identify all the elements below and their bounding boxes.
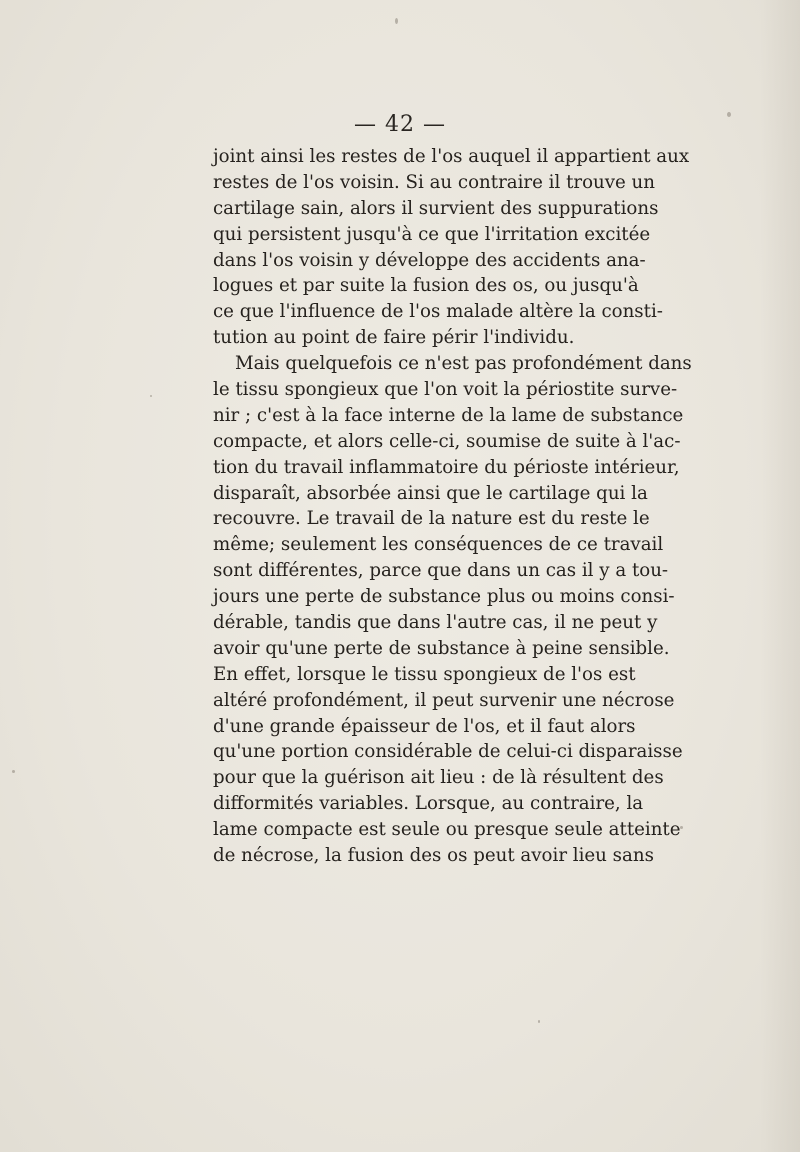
paper-speck: [538, 1020, 540, 1023]
text-line: jours une perte de substance plus ou moins consi-: [213, 586, 675, 608]
text-line: compacte, et alors celle-ci, soumise de suite à l'ac-: [213, 430, 681, 452]
text-line: joint ainsi les restes de l'os auquel il appartient aux: [213, 146, 690, 167]
text-line: Mais quelquefois ce n'est pas profondément dans: [235, 353, 692, 375]
text-line: avoir qu'une perte de substance à peine sensible.: [213, 637, 670, 659]
text-line: dans l'os voisin y développe des accidents ana-: [213, 249, 646, 271]
text-line: ce que l'influence de l'os malade altère la consti-: [213, 301, 663, 323]
text-line: recouvre. Le travail de la nature est du reste le: [213, 508, 650, 530]
text-line: d'une grande épaisseur de l'os, et il faut alors: [213, 715, 636, 737]
text-line: nir ; c'est à la face interne de la lame de substance: [213, 404, 684, 426]
body-text: [213, 144, 692, 869]
paper-speck: [395, 18, 398, 24]
text-line: tution au point de faire périr l'individu.: [213, 327, 575, 349]
text-line: pour que la guérison ait lieu : de là résultent des: [213, 767, 664, 789]
text-line: sont différentes, parce que dans un cas il y a tou-: [213, 560, 669, 582]
text-line: qui persistent jusqu'à ce que l'irritation excitée: [213, 223, 651, 245]
page-edge-shadow: [760, 0, 800, 1152]
text-line: cartilage sain, alors il survient des suppurations: [213, 197, 659, 219]
paper-speck: [12, 770, 15, 773]
text-line: En effet, lorsque le tissu spongieux de l'os est: [213, 663, 636, 685]
text-line: disparaît, absorbée ainsi que le cartilage qui la: [213, 482, 648, 504]
text-line: lame compacte est seule ou presque seule atteinte: [213, 819, 681, 841]
text-line: dérable, tandis que dans l'autre cas, il ne peut y: [213, 612, 658, 634]
text-line: altéré profondément, il peut survenir une nécrose: [213, 689, 675, 711]
text-line: difformités variables. Lorsque, au contraire, la: [213, 793, 644, 815]
page-number: — 42 —: [354, 112, 446, 137]
text-line: tion du travail inflammatoire du périoste intérieur,: [213, 456, 680, 478]
paper-speck: [150, 395, 152, 397]
text-line: logues et par suite la fusion des os, ou jusqu'à: [213, 275, 639, 297]
text-line: même; seulement les conséquences de ce travail: [213, 534, 664, 556]
text-line: le tissu spongieux que l'on voit la périostite surve-: [213, 379, 678, 401]
text-line: de nécrose, la fusion des os peut avoir lieu sans: [213, 845, 654, 867]
text-line: qu'une portion considérable de celui-ci disparaisse: [213, 741, 683, 763]
text-line: restes de l'os voisin. Si au contraire il trouve un: [213, 171, 655, 193]
